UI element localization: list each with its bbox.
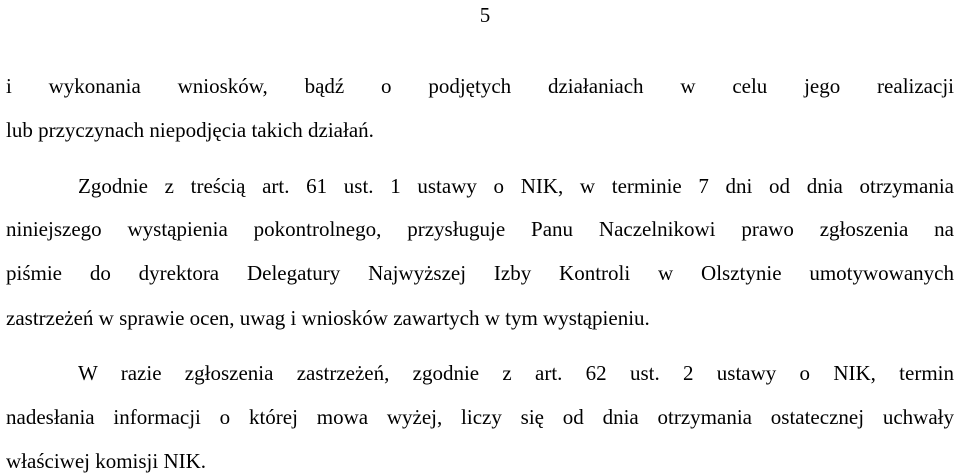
paragraph-line: i wykonania wniosków, bądź o podjętych działaniach w celu jego realizacji xyxy=(6,74,954,98)
page-number: 5 xyxy=(479,3,491,27)
paragraph-line: lub przyczynach niepodjęcia takich działań. xyxy=(6,118,374,142)
paragraph-line: niniejszego wystąpienia pokontrolnego, przysługuje Panu Naczelnikowi prawo zgłoszenia na xyxy=(6,217,954,241)
paragraph-line: piśmie do dyrektora Delegatury Najwyższej Izby Kontroli w Olsztynie umotywowanych xyxy=(6,261,954,285)
paragraph-line: W razie zgłoszenia zastrzeżeń, zgodnie z art. 62 ust. 2 ustawy o NIK, termin xyxy=(78,361,954,385)
paragraph-line: nadesłania informacji o której mowa wyżej, liczy się od dnia otrzymania ostatecznej uchwały xyxy=(6,405,954,429)
paragraph-line: Zgodnie z treścią art. 61 ust. 1 ustawy o NIK, w terminie 7 dni od dnia otrzymania xyxy=(78,174,954,198)
paragraph-line: zastrzeżeń w sprawie ocen, uwag i wniosków zawartych w tym wystąpieniu. xyxy=(6,306,650,330)
paragraph-line: właściwej komisji NIK. xyxy=(6,449,207,473)
